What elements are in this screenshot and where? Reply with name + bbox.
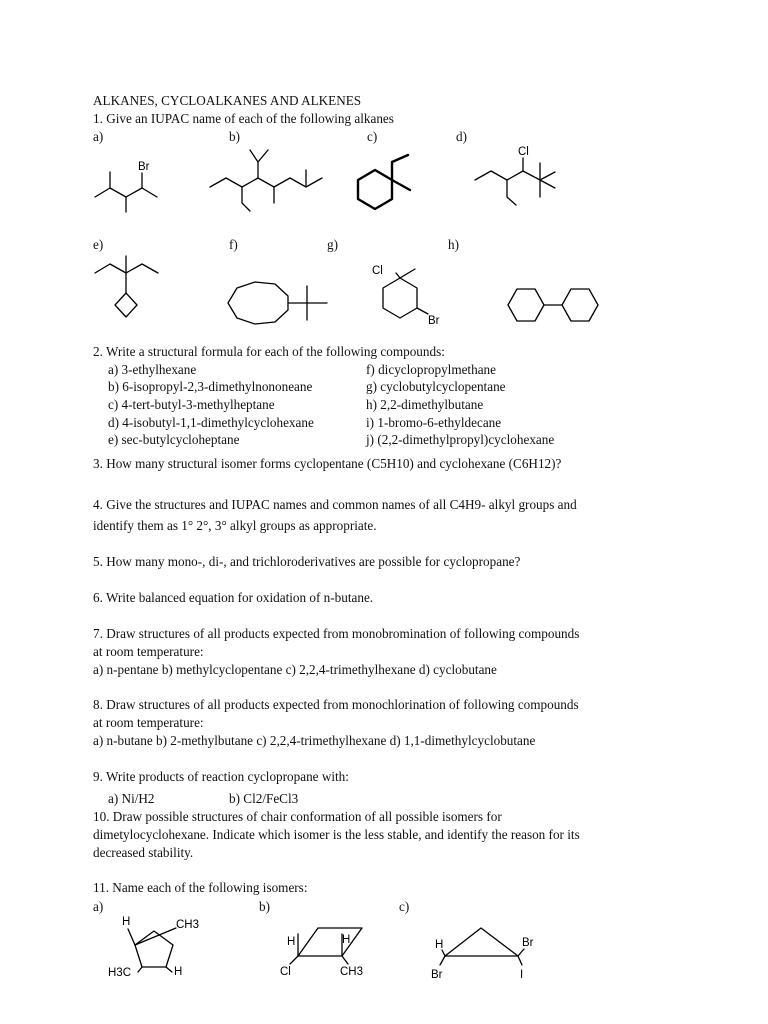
svg-text:Cl: Cl bbox=[280, 966, 291, 978]
svg-text:Br: Br bbox=[431, 969, 443, 981]
q11-label-a: a) bbox=[93, 899, 104, 914]
q2-item-b: b) 6-isopropyl-2,3-dimethylnononeane bbox=[108, 379, 313, 394]
q2-item-c: c) 4-tert-butyl-3-methylheptane bbox=[108, 397, 275, 412]
q1-label-h: h) bbox=[448, 237, 459, 252]
structure-1e bbox=[90, 253, 170, 328]
q2-item-g: g) cyclobutylcyclopentane bbox=[366, 379, 506, 394]
q9-item-a: a) Ni/H2 bbox=[108, 791, 155, 806]
q2-item-d: d) 4-isobutyl-1,1-dimethylcyclohexane bbox=[108, 415, 314, 430]
svg-text:CH3: CH3 bbox=[340, 966, 364, 978]
q2-item-f: f) dicyclopropylmethane bbox=[366, 362, 496, 377]
question-5-text: 5. How many mono-, di-, and trichloroderivatives are possible for cyclopropane? bbox=[93, 554, 521, 569]
q1-label-f: f) bbox=[229, 237, 238, 252]
structure-11c bbox=[430, 918, 540, 983]
structure-1b bbox=[205, 145, 330, 215]
svg-text:H: H bbox=[287, 936, 296, 948]
question-9-text: 9. Write products of reaction cyclopropane with: bbox=[93, 769, 349, 784]
svg-text:I: I bbox=[520, 969, 524, 981]
structure-1h bbox=[505, 286, 605, 324]
q2-item-i: i) 1-bromo-6-ethyldecane bbox=[366, 415, 502, 430]
q11-label-c: c) bbox=[399, 899, 410, 914]
svg-text:H: H bbox=[342, 934, 351, 946]
q2-item-e: e) sec-butylcycloheptane bbox=[108, 432, 240, 447]
structure-1f bbox=[225, 278, 340, 328]
question-8-line-1: 8. Draw structures of all products expected from monochlorination of following compounds bbox=[93, 697, 579, 712]
q1-label-d: d) bbox=[456, 129, 467, 144]
structure-1c bbox=[355, 152, 415, 217]
svg-text:H3C: H3C bbox=[108, 967, 132, 979]
question-10-line-1: 10. Draw possible structures of chair conformation of all possible isomers for bbox=[93, 809, 502, 824]
q1-label-c: c) bbox=[367, 129, 378, 144]
structure-1a bbox=[90, 155, 170, 220]
question-11-text: 11. Name each of the following isomers: bbox=[93, 880, 308, 895]
svg-text:Br: Br bbox=[138, 161, 150, 173]
q2-item-h: h) 2,2-dimethylbutane bbox=[366, 397, 484, 412]
structure-11a bbox=[100, 912, 210, 984]
q2-item-a: a) 3-ethylhexane bbox=[108, 362, 197, 377]
svg-text:CH3: CH3 bbox=[176, 919, 200, 931]
svg-text:H: H bbox=[435, 939, 444, 951]
question-7-line-1: 7. Draw structures of all products expected from monobromination of following compounds bbox=[93, 626, 580, 641]
question-8-line-2: at room temperature: bbox=[93, 715, 204, 730]
q1-label-e: e) bbox=[93, 237, 104, 252]
svg-text:Br: Br bbox=[522, 937, 534, 949]
question-8-line-3: a) n-butane b) 2-methylbutane c) 2,2,4-trimethylhexane d) 1,1-dimethylcyclobutane bbox=[93, 733, 536, 748]
question-6-text: 6. Write balanced equation for oxidation of n-butane. bbox=[93, 590, 374, 605]
svg-text:Br: Br bbox=[428, 315, 440, 327]
question-7-line-2: at room temperature: bbox=[93, 644, 204, 659]
question-2-text: 2. Write a structural formula for each of the following compounds: bbox=[93, 344, 445, 359]
q1-label-b: b) bbox=[229, 129, 240, 144]
q1-label-g: g) bbox=[327, 237, 338, 252]
question-3-text: 3. How many structural isomer forms cyclopentane (C5H10) and cyclohexane (C6H12)? bbox=[93, 456, 562, 471]
svg-text:Cl: Cl bbox=[518, 146, 529, 158]
q2-item-j: j) (2,2-dimethylpropyl)cyclohexane bbox=[366, 432, 555, 447]
svg-text:H: H bbox=[174, 966, 183, 978]
question-10-line-2: dimetylocyclohexane. Indicate which isomer is the less stable, and identify the reason for its bbox=[93, 827, 580, 842]
question-7-line-3: a) n-pentane b) methylcyclopentane c) 2,2,4-trimethylhexane d) cyclobutane bbox=[93, 662, 497, 677]
structure-1d bbox=[470, 146, 565, 220]
question-1-text: 1. Give an IUPAC name of each of the following alkanes bbox=[93, 111, 394, 126]
question-4-line-1: 4. Give the structures and IUPAC names and common names of all C4H9- alkyl groups and bbox=[93, 497, 577, 512]
question-10-line-3: decreased stability. bbox=[93, 845, 194, 860]
svg-text:Cl: Cl bbox=[372, 265, 383, 277]
q1-label-a: a) bbox=[93, 129, 104, 144]
svg-text:H: H bbox=[122, 916, 131, 928]
structure-1g bbox=[370, 260, 450, 330]
q11-label-b: b) bbox=[259, 899, 270, 914]
q9-item-b: b) Cl2/FeCl3 bbox=[229, 791, 299, 806]
question-4-line-2: identify them as 1° 2°, 3° alkyl groups as appropriate. bbox=[93, 518, 377, 533]
page-title: ALKANES, CYCLOALKANES AND ALKENES bbox=[93, 93, 362, 108]
structure-11b bbox=[280, 918, 380, 983]
